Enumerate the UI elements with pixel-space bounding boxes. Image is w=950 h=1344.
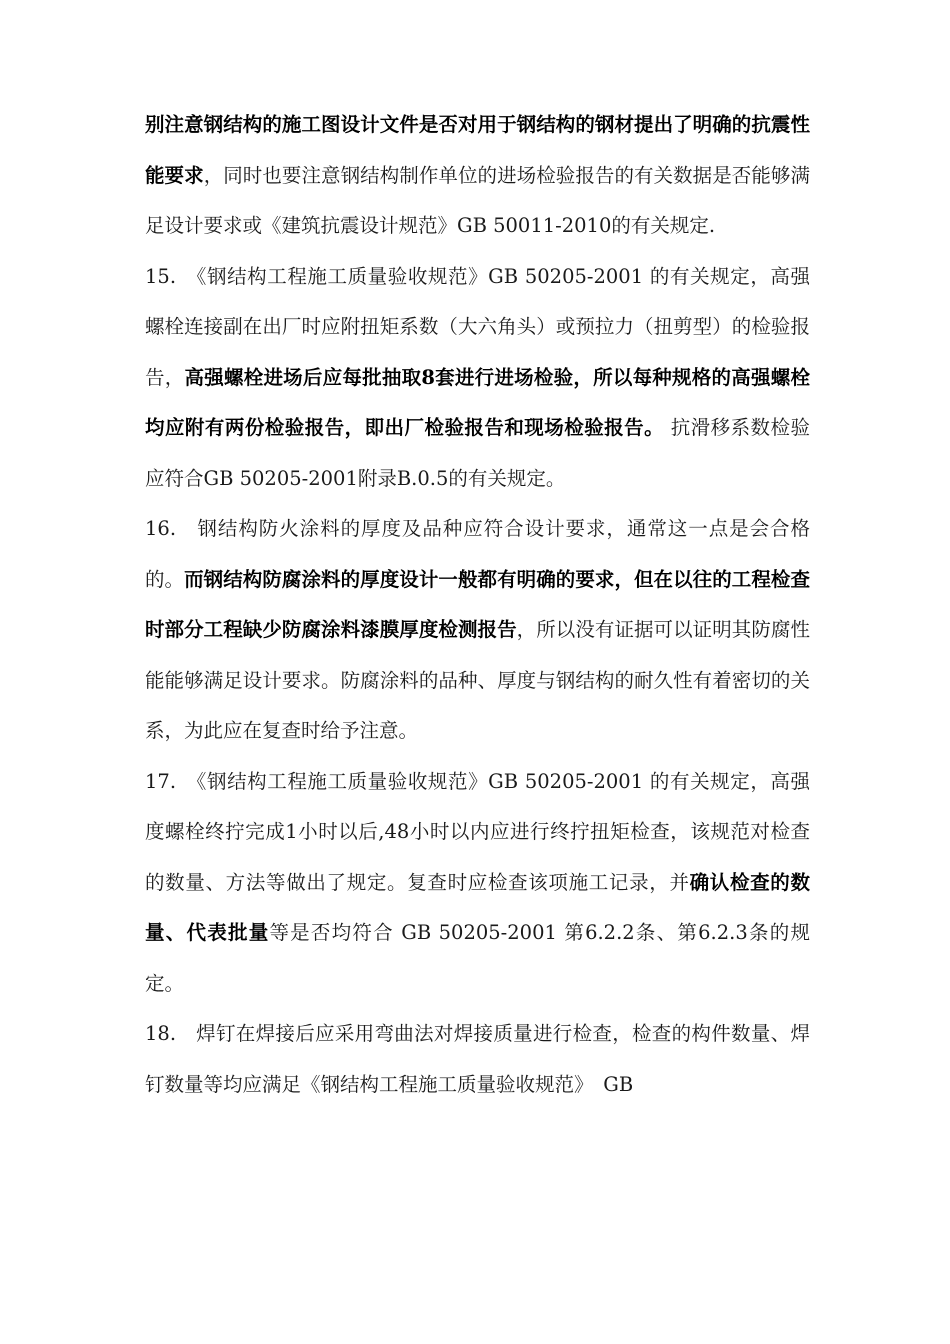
text-segment: 16. 钢结构防火涂料的厚度及品种应符合设计要求，通常这一点是会合格的。 [145, 517, 810, 591]
text-segment: 抗滑移系数检验应符合GB 50205-2001附录B.0.5的有关规定。 [145, 416, 810, 490]
paragraph-15 [145, 252, 810, 505]
paragraph-18 [145, 1009, 810, 1110]
text-segment: 18. 焊钉在焊接后应采用弯曲法对焊接质量进行检查，检查的构件数量、焊钉数量等均应满足《钢结构工程施工质量验收规范》 GB [145, 1022, 810, 1096]
paragraph-17 [145, 757, 810, 1010]
paragraph-16 [145, 504, 810, 757]
text-segment: ，同时也要注意钢结构制作单位的进场检验报告的有关数据是否能够满足设计要求或《建筑抗震设计规范》GB 50011-2010的有关规定. [145, 163, 810, 237]
text-segment: 15. 《钢结构工程施工质量验收规范》GB 50205-2001 的有关规定，高强螺栓连接副在出厂时应附扭矩系数（大六角头）或预拉力（扭剪型）的检验报告， [145, 264, 810, 389]
text-segment: ，所以没有证据可以证明其防腐性能能够满足设计要求。防腐涂料的品种、厚度与钢结构的耐久性有着密切的关系，为此应在复查时给予注意。 [145, 618, 810, 742]
text-segment-bold: 而钢结构防腐涂料的厚度设计一般都有明确的要求，但在以往的工程检查时部分工程缺少防腐涂料漆膜厚度检测报告 [145, 567, 810, 641]
text-segment-bold: 别注意钢结构的施工图设计文件是否对用于钢结构的钢材提出了明确的抗震性能要求 [145, 113, 810, 187]
text-segment: 17. 《钢结构工程施工质量验收规范》GB 50205-2001 的有关规定，高强度螺栓终拧完成1小时以后,48小时以内应进行终拧扭矩检查，该规范对检查的数量、方法等做出了规定。复查时应检查该项施工记录，并 [145, 769, 810, 894]
document-body [145, 100, 810, 1110]
paragraph-14-continuation [145, 100, 810, 252]
text-segment-bold: 确认检查的数量、代表批量 [145, 870, 810, 944]
text-segment: 等是否均符合 GB 50205-2001 第6.2.2条、第6.2.3条的规定。 [145, 921, 810, 995]
text-segment-bold: 高强螺栓进场后应每批抽取8套进行进场检验，所以每种规格的高强螺栓均应附有两份检验报告，即出厂检验报告和现场检验报告。 [145, 365, 810, 439]
